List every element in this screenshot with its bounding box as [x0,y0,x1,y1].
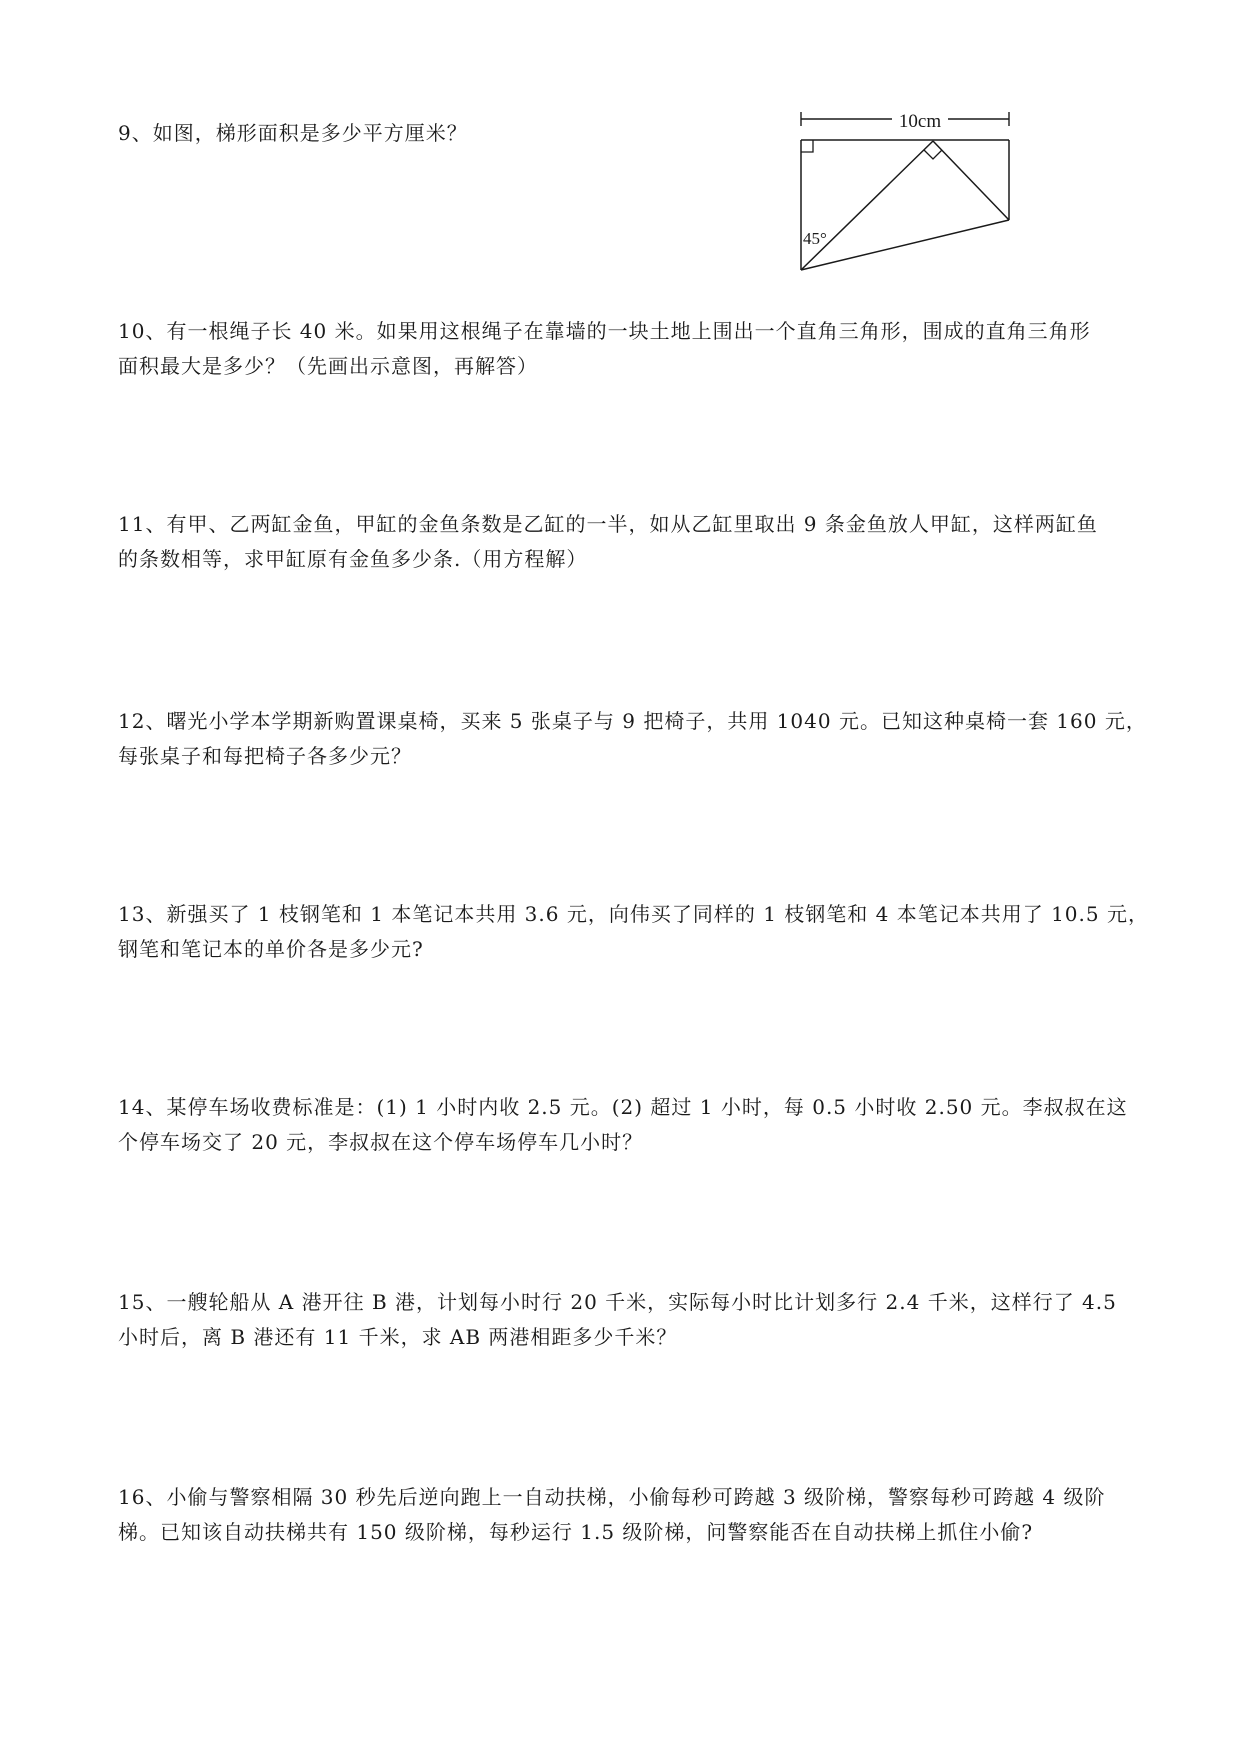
trapezoid-outline [801,140,1009,270]
question-10-line-2: 面积最大是多少？（先画出示意图，再解答） [118,354,538,378]
question-11-line-2: 的条数相等，求甲缸原有金鱼多少条.（用方程解） [118,547,588,571]
question-16-line-1: 16、小偷与警察相隔 30 秒先后逆向跑上一自动扶梯，小偷每秒可跨越 3 级阶梯，警察每秒可跨越 4 级阶 [118,1485,1106,1509]
question-13-line-1: 13、新强买了 1 枝钢笔和 1 本笔记本共用 3.6 元，向伟买了同样的 1 枝钢笔和 4 本笔记本共用了 10.5 元， [118,902,1149,926]
question-12-line-2: 每张桌子和每把椅子各多少元？ [118,744,412,768]
right-angle-marker-apex [924,150,942,159]
inner-triangle-lines [801,141,1009,270]
question-15-line-1: 15、一艘轮船从 A 港开往 B 港，计划每小时行 20 千米，实际每小时比计划多行 2.4 千米，这样行了 4.5 [118,1290,1117,1314]
question-9-line-1: 9、如图，梯形面积是多少平方厘米？ [118,121,468,145]
question-14-line-1: 14、某停车场收费标准是：(1) 1 小时内收 2.5 元。(2) 超过 1 小时，每 0.5 小时收 2.50 元。李叔叔在这 [118,1095,1128,1119]
question-15-line-2: 小时后，离 B 港还有 11 千米，求 AB 两港相距多少千米？ [118,1325,678,1349]
question-11-line-1: 11、有甲、乙两缸金鱼，甲缸的金鱼条数是乙缸的一半，如从乙缸里取出 9 条金鱼放人甲缸，这样两缸鱼 [118,512,1098,536]
right-angle-marker-corner [801,140,813,152]
angle-label: 45° [803,229,827,248]
question-11 [118,507,1128,577]
question-13 [118,897,1149,967]
question-16 [118,1480,1128,1550]
question-12 [118,704,1147,774]
width-label: 10cm [898,111,942,132]
trapezoid-figure [800,108,1030,278]
question-10 [118,314,1128,384]
question-14-line-2: 个停车场交了 20 元，李叔叔在这个停车场停车几小时？ [118,1130,644,1154]
question-14 [118,1090,1128,1160]
question-16-line-2: 梯。已知该自动扶梯共有 150 级阶梯，每秒运行 1.5 级阶梯，问警察能否在自动扶梯上抓住小偷? [118,1520,1034,1544]
question-10-line-1: 10、有一根绳子长 40 米。如果用这根绳子在靠墙的一块土地上围出一个直角三角形，围成的直角三角形 [118,319,1091,343]
question-15 [118,1285,1128,1355]
question-13-line-2: 钢笔和笔记本的单价各是多少元? [118,937,424,961]
question-12-line-1: 12、曙光小学本学期新购置课桌椅，买来 5 张桌子与 9 把椅子，共用 1040 元。已知这种桌椅一套 160 元， [118,709,1147,733]
